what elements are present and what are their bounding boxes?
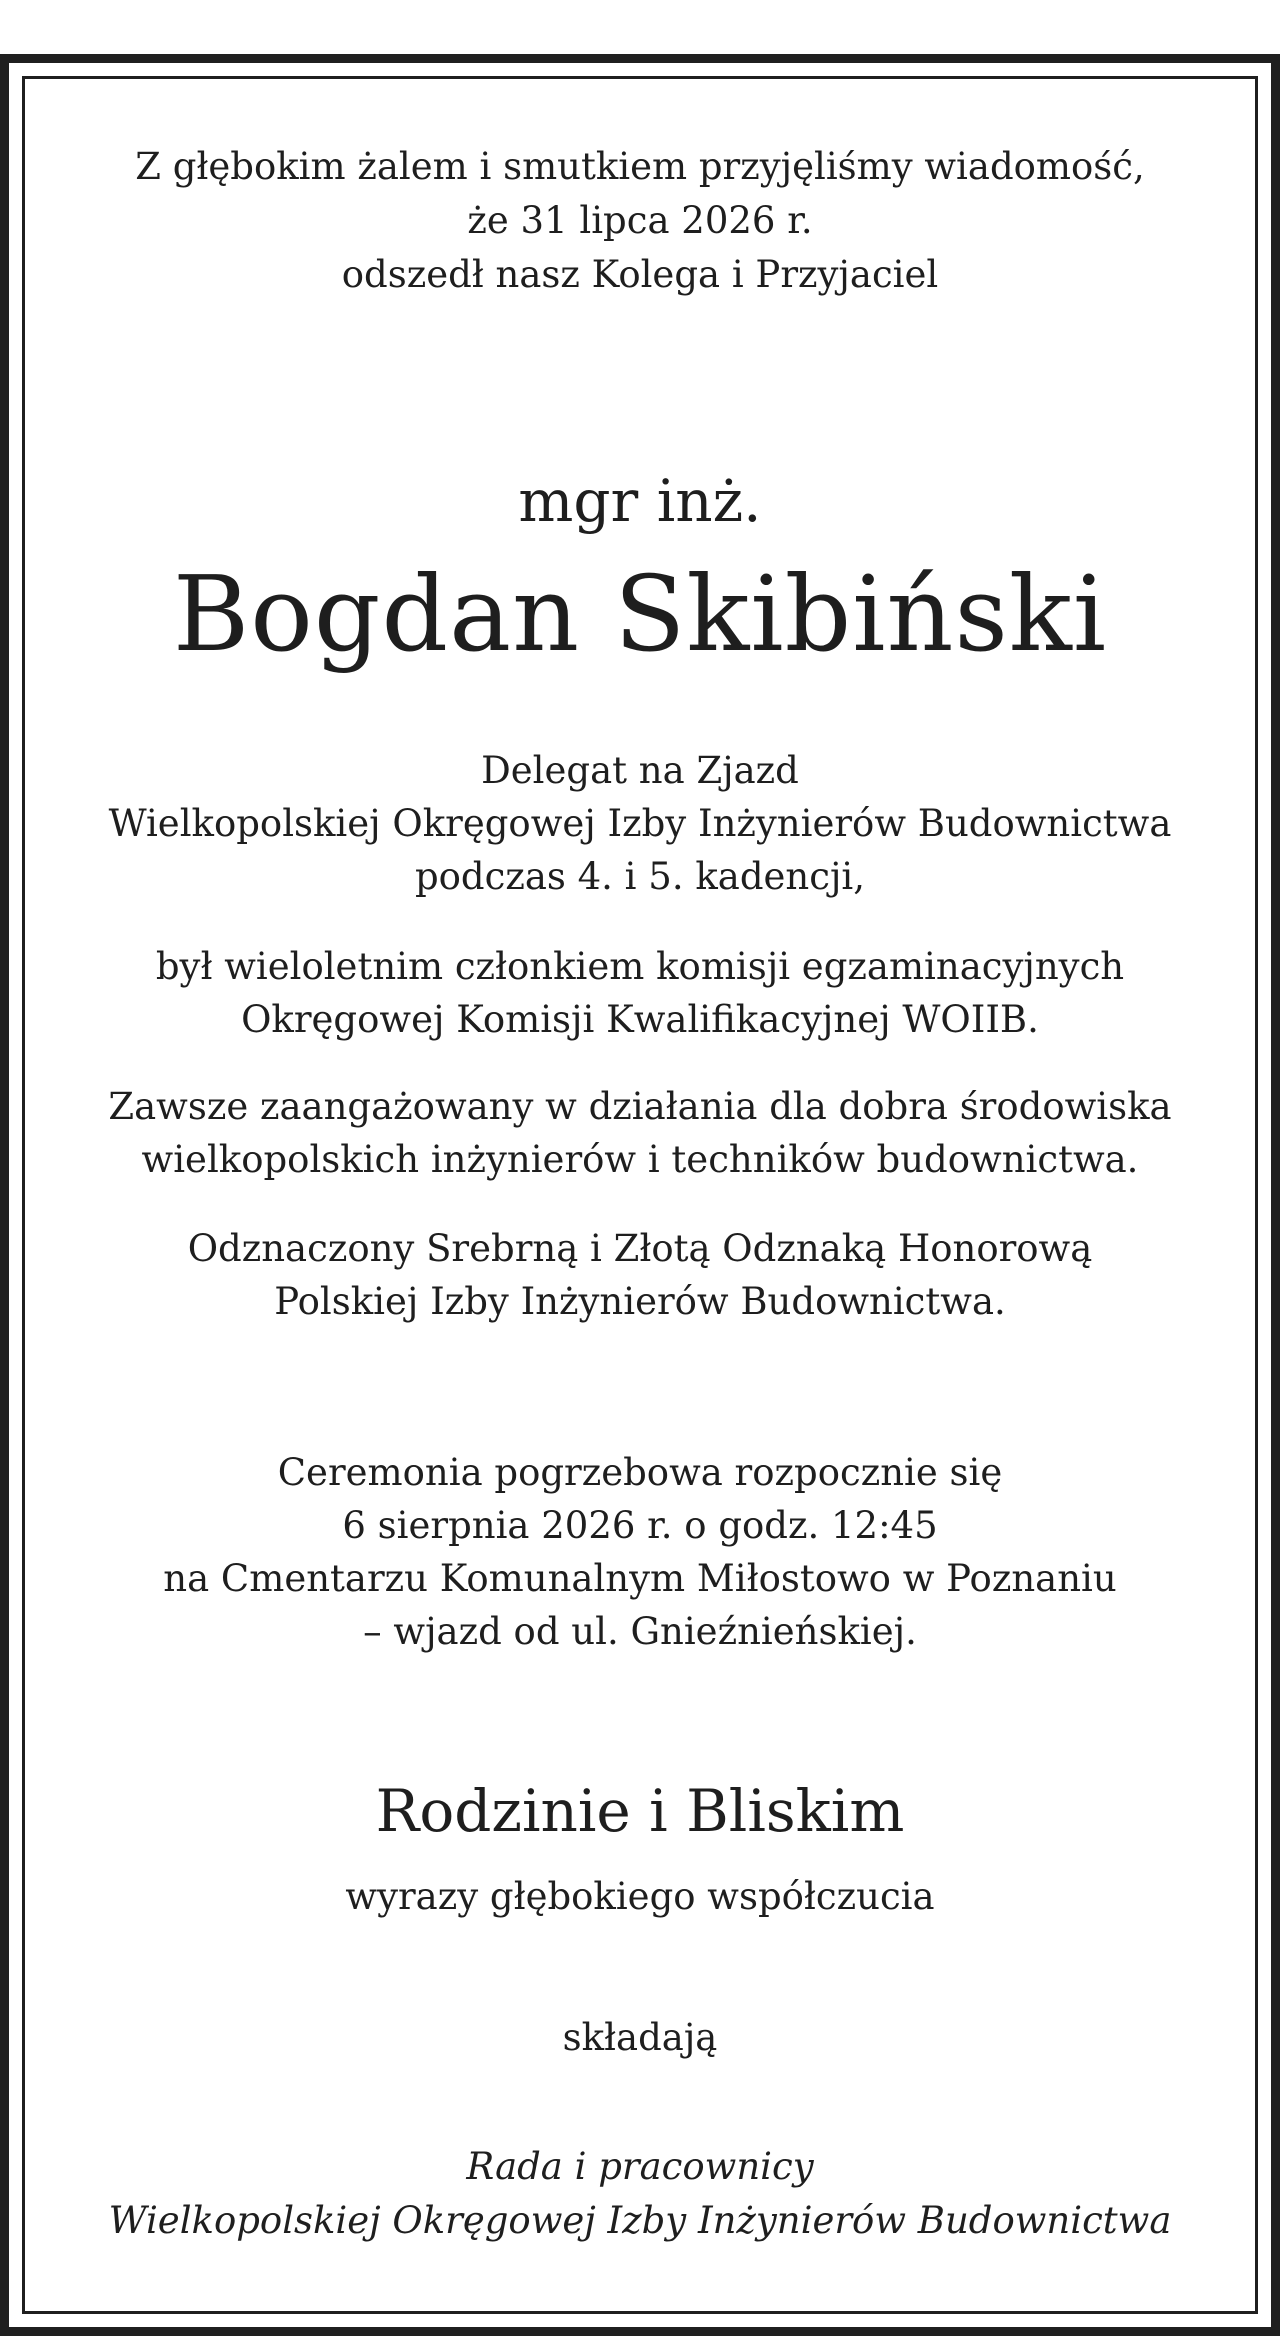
member-paragraph [40, 940, 1240, 1046]
ceremony-line-1: Ceremonia pogrzebowa rozpocznie się [277, 1451, 1003, 1494]
academic-title: mgr inż. [518, 467, 762, 535]
condolence-verb: składają [562, 2016, 718, 2059]
role-line-1: Delegat na Zjazd [481, 749, 799, 792]
ceremony-date: 6 sierpnia 2026 r. o godz. 12:45 [342, 1504, 938, 1547]
engagement-paragraph [40, 1080, 1240, 1186]
award-line-2: Polskiej Izby Inżynierów Budownictwa. [274, 1280, 1006, 1323]
signatories-line-2: Wielkopolskiej Okręgowej Izby Inżynierów Budownictwa [108, 2199, 1172, 2242]
member-line-1: był wieloletnim członkiem komisji egzaminacyjnych [155, 945, 1125, 988]
signatories [40, 2140, 1240, 2248]
intro-text [40, 140, 1240, 302]
condolence-recipients: Rodzinie i Bliskim [375, 1777, 905, 1845]
ceremony-entrance: – wjazd od ul. Gnieźnieńskiej. [363, 1610, 917, 1653]
obituary-frame [0, 54, 1280, 2336]
award-line-1: Odznaczony Srebrną i Złotą Odznaką Honorową [187, 1227, 1093, 1270]
intro-line-2: że 31 lipca 2026 r. [467, 199, 813, 242]
condolence-message: wyrazy głębokiego współczucia [345, 1875, 935, 1918]
ceremony-location: na Cmentarzu Komunalnym Miłostowo w Poznaniu [163, 1557, 1117, 1600]
signatories-line-1: Rada i pracownicy [466, 2145, 814, 2188]
intro-line-1: Z głębokim żalem i smutkiem przyjęliśmy wiadomość, [135, 145, 1145, 188]
obituary-inner-border [22, 76, 1258, 2314]
engaged-line-2: wielkopolskich inżynierów i techników budownictwa. [141, 1138, 1139, 1181]
role-line-3: podczas 4. i 5. kadencji, [414, 855, 866, 898]
member-line-2: Okręgowej Komisji Kwalifikacyjnej WOIIB. [241, 998, 1039, 1041]
award-paragraph [40, 1222, 1240, 1328]
deceased-name: Bogdan Skibiński [172, 553, 1108, 675]
funeral-ceremony-info [40, 1446, 1240, 1658]
role-line-2: Wielkopolskiej Okręgowej Izby Inżynierów Budownictwa [108, 802, 1172, 845]
intro-line-3: odszedł nasz Kolega i Przyjaciel [341, 253, 939, 296]
role-paragraph [40, 744, 1240, 903]
engaged-line-1: Zawsze zaangażowany w działania dla dobra środowiska [108, 1085, 1172, 1128]
